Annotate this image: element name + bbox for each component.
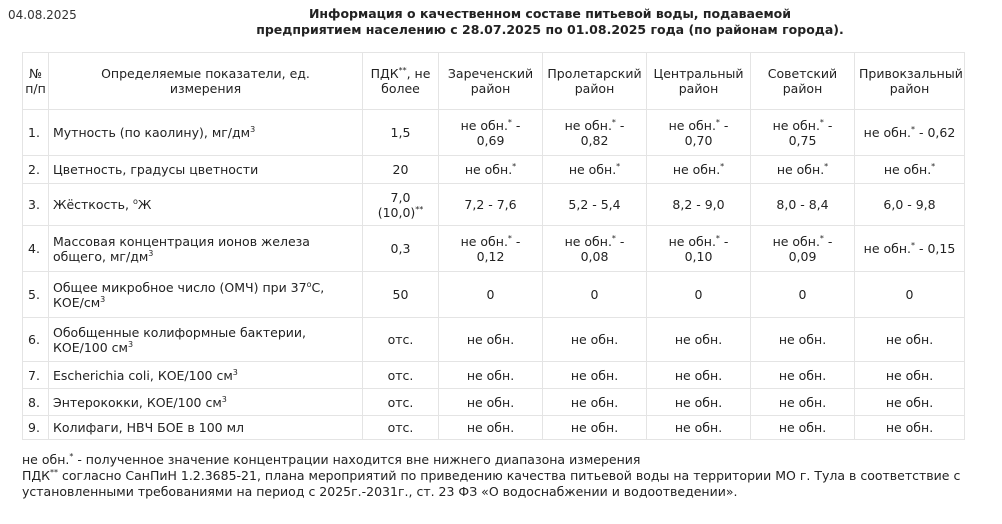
- district-value: не обн.: [647, 389, 751, 416]
- col-header-indicator: Определяемые показатели, ед. измерения: [49, 53, 363, 110]
- district-value: не обн.: [439, 362, 543, 389]
- row-number: 4.: [23, 226, 49, 272]
- table-row: [23, 226, 965, 272]
- district-value: 6,0 - 9,8: [855, 184, 965, 226]
- row-number: 2.: [23, 156, 49, 184]
- district-value: не обн.*: [855, 156, 965, 184]
- table-row: [23, 110, 965, 156]
- row-number: 1.: [23, 110, 49, 156]
- pdk-value: 20: [363, 156, 439, 184]
- district-value: не обн.* - 0,62: [855, 110, 965, 156]
- district-value: не обн.* - 0,09: [751, 226, 855, 272]
- col-header-district: Центральный район: [647, 53, 751, 110]
- district-value: не обн.* - 0,70: [647, 110, 751, 156]
- pdk-value: 50: [363, 272, 439, 318]
- district-value: 7,2 - 7,6: [439, 184, 543, 226]
- district-value: не обн.: [751, 362, 855, 389]
- table-row: [23, 416, 965, 440]
- district-value: не обн.*: [647, 156, 751, 184]
- district-value: не обн.: [439, 389, 543, 416]
- indicator-name: Цветность, градусы цветности: [49, 156, 363, 184]
- district-value: 0: [855, 272, 965, 318]
- row-number: 3.: [23, 184, 49, 226]
- district-value: не обн.: [647, 416, 751, 440]
- title-line-1: Информация о качественном составе питьевой воды, подаваемой: [308, 6, 792, 21]
- footnote-pdk: ПДК** согласно СанПиН 1.2.3685-21, плана мероприятий по приведению качества питьевой воды на территории МО г. Тула в соответствие с установленными требованиями на период с 2025г.-2031г., ст. 23 ФЗ «О водоснабжении и водоотведении».: [22, 467, 961, 499]
- district-value: не обн.: [543, 318, 647, 362]
- table-row: [23, 272, 965, 318]
- pdk-value: отс.: [363, 416, 439, 440]
- indicator-name: Энтерококки, КОЕ/100 $см^3$: [49, 389, 363, 416]
- pdk-value: отс.: [363, 362, 439, 389]
- row-number: 5.: [23, 272, 49, 318]
- district-value: не обн.* - 0,82: [543, 110, 647, 156]
- row-number: 8.: [23, 389, 49, 416]
- district-value: 0: [543, 272, 647, 318]
- pdk-value: отс.: [363, 389, 439, 416]
- table-row: [23, 362, 965, 389]
- pdk-value: 7,0 (10,0)**: [363, 184, 439, 226]
- col-header-district: Пролетарский район: [543, 53, 647, 110]
- indicator-name: Мутность (по каолину), $мг/дм^3$: [49, 110, 363, 156]
- district-value: не обн.*: [439, 156, 543, 184]
- row-number: 7.: [23, 362, 49, 389]
- district-value: не обн.: [543, 362, 647, 389]
- district-value: не обн.*: [543, 156, 647, 184]
- district-value: не обн.: [647, 362, 751, 389]
- table-row: [23, 389, 965, 416]
- footnotes: [22, 452, 982, 500]
- table-row: [23, 156, 965, 184]
- district-value: не обн.: [543, 389, 647, 416]
- report-title: [190, 6, 910, 38]
- table-row: [23, 318, 965, 362]
- district-value: не обн.* - 0,15: [855, 226, 965, 272]
- district-value: не обн.*: [751, 156, 855, 184]
- district-value: не обн.: [855, 318, 965, 362]
- district-value: не обн.: [439, 318, 543, 362]
- table-row: [23, 184, 965, 226]
- district-value: не обн.* - 0,12: [439, 226, 543, 272]
- water-quality-table: [22, 52, 965, 440]
- district-value: не обн.* - 0,75: [751, 110, 855, 156]
- district-value: 8,0 - 8,4: [751, 184, 855, 226]
- indicator-name: Массовая концентрация ионов железа общего, $мг/дм^3$: [49, 226, 363, 272]
- indicator-name: Обобщенные колиформные бактерии, КОЕ/100 $см^3$: [49, 318, 363, 362]
- district-value: не обн.* - 0,69: [439, 110, 543, 156]
- district-value: не обн.: [751, 318, 855, 362]
- indicator-name: Общее микробное число (ОМЧ) при $37^оС$, КОЕ/$см^3$: [49, 272, 363, 318]
- district-value: не обн.: [855, 362, 965, 389]
- title-line-2: предприятием населению с 28.07.2025 по 01.08.2025 года (по районам города).: [256, 22, 844, 37]
- district-value: 0: [439, 272, 543, 318]
- indicator-name: Escherichia coli, КОЕ/100 $см^3$: [49, 362, 363, 389]
- col-header-district: Зареченский район: [439, 53, 543, 110]
- col-header-pdk: ПДК**, не более: [363, 53, 439, 110]
- district-value: не обн.: [751, 389, 855, 416]
- pdk-value: 0,3: [363, 226, 439, 272]
- row-number: 6.: [23, 318, 49, 362]
- col-header-num: № п/п: [23, 53, 49, 110]
- table-header-row: [23, 53, 965, 110]
- col-header-district: Привокзальный район: [855, 53, 965, 110]
- row-number: 9.: [23, 416, 49, 440]
- indicator-name: Жёсткость, $^о$Ж: [49, 184, 363, 226]
- district-value: не обн.: [855, 416, 965, 440]
- district-value: не обн.: [439, 416, 543, 440]
- report-date: 04.08.2025: [8, 8, 77, 22]
- district-value: не обн.: [647, 318, 751, 362]
- district-value: не обн.: [855, 389, 965, 416]
- pdk-value: 1,5: [363, 110, 439, 156]
- footnote-nd: не обн.* - полученное значение концентрации находится вне нижнего диапазона измерения: [22, 451, 641, 467]
- district-value: 0: [751, 272, 855, 318]
- col-header-district: Советский район: [751, 53, 855, 110]
- district-value: не обн.: [751, 416, 855, 440]
- district-value: не обн.* - 0,08: [543, 226, 647, 272]
- pdk-value: отс.: [363, 318, 439, 362]
- district-value: 0: [647, 272, 751, 318]
- indicator-name: Колифаги, НВЧ БОЕ в 100 мл: [49, 416, 363, 440]
- district-value: не обн.* - 0,10: [647, 226, 751, 272]
- district-value: не обн.: [543, 416, 647, 440]
- district-value: 8,2 - 9,0: [647, 184, 751, 226]
- district-value: 5,2 - 5,4: [543, 184, 647, 226]
